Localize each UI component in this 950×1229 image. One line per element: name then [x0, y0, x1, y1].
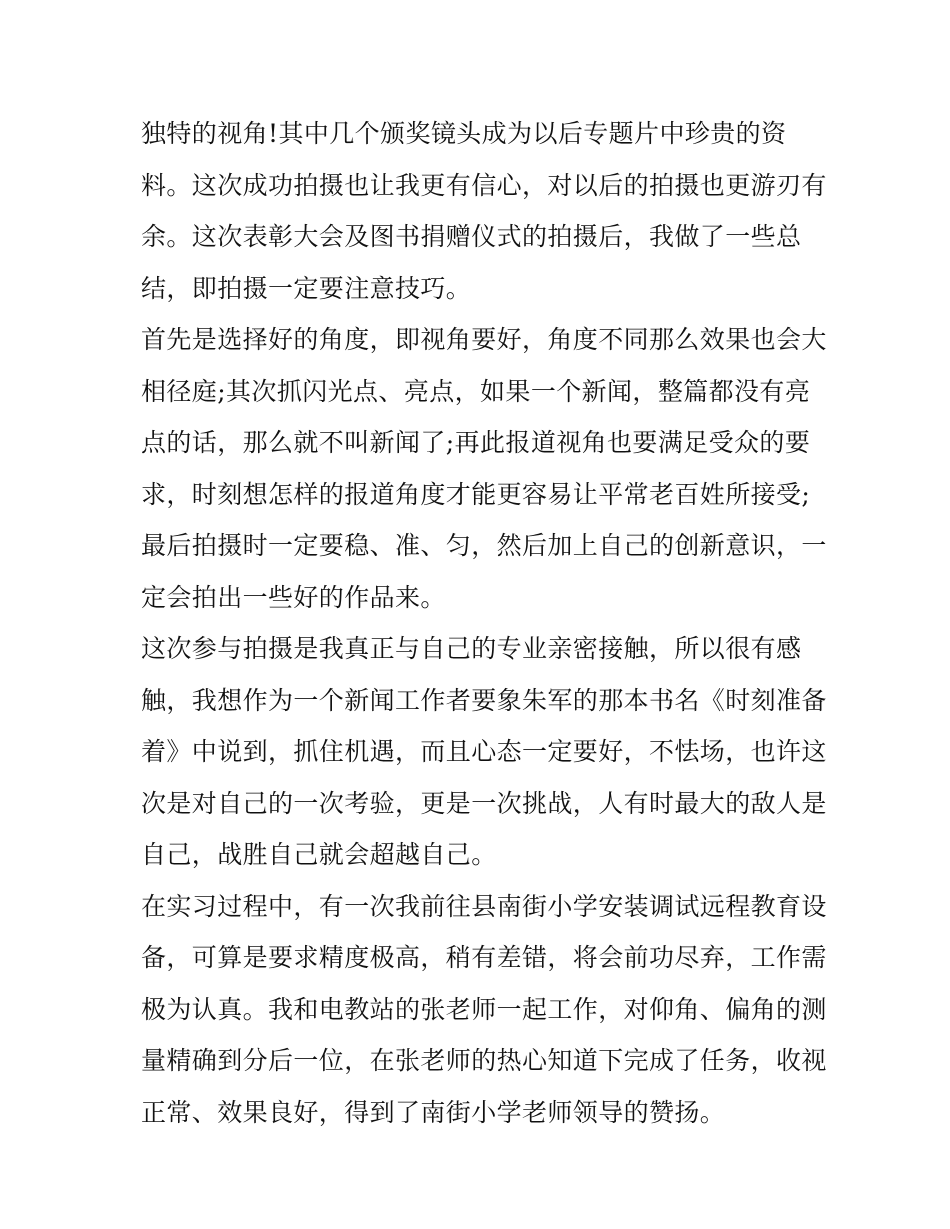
text-line: 量精确到分后一位，在张老师的热心知道下完成了任务，收视: [141, 1046, 827, 1075]
text-line: 触，我想作为一个新闻工作者要象朱军的那本书名《时刻准备: [141, 685, 827, 715]
text-line: 相径庭;其次抓闪光点、亮点，如果一个新闻，整篇都没有亮: [141, 376, 811, 406]
text-line: 定会拍出一些好的作品来。: [141, 582, 446, 612]
text-line: 备，可算是要求精度极高，稍有差错，将会前功尽弃，工作需: [141, 943, 827, 972]
text-line: 独特的视角!其中几个颁奖镜头成为以后专题片中珍贵的资: [141, 119, 787, 148]
text-line: 首先是选择好的角度，即视角要好，角度不同那么效果也会大: [141, 325, 827, 354]
text-line: 最后拍摄时一定要稳、准、匀，然后加上自己的创新意识，一: [141, 531, 827, 560]
text-line: 在实习过程中，有一次我前往县南街小学安装调试远程教育设: [141, 891, 827, 921]
text-line: 这次参与拍摄是我真正与自己的专业亲密接触，所以很有感: [141, 634, 802, 663]
text-line: 点的话，那么就不叫新闻了;再此报道视角也要满足受众的要: [141, 428, 811, 457]
text-line: 自己，战胜自己就会超越自己。: [141, 840, 497, 869]
text-line: 次是对自己的一次考验，更是一次挑战，人有时最大的敌人是: [141, 788, 827, 818]
document-body: [141, 108, 827, 1138]
text-line: 结，即拍摄一定要注意技巧。: [141, 273, 472, 303]
text-line: 极为认真。我和电教站的张老师一起工作，对仰角、偏角的测: [141, 994, 827, 1024]
text-line: 余。这次表彰大会及图书捐赠仪式的拍摄后，我做了一些总: [141, 222, 802, 251]
text-line: 求，时刻想怎样的报道角度才能更容易让平常老百姓所接受;: [141, 479, 811, 509]
text-line: 着》中说到，抓住机遇，而且心态一定要好，不怯场，也许这: [141, 737, 827, 766]
text-line: 正常、效果良好，得到了南街小学老师领导的赞扬。: [141, 1097, 726, 1127]
text-line: 料。这次成功拍摄也让我更有信心，对以后的拍摄也更游刃有: [141, 170, 827, 200]
